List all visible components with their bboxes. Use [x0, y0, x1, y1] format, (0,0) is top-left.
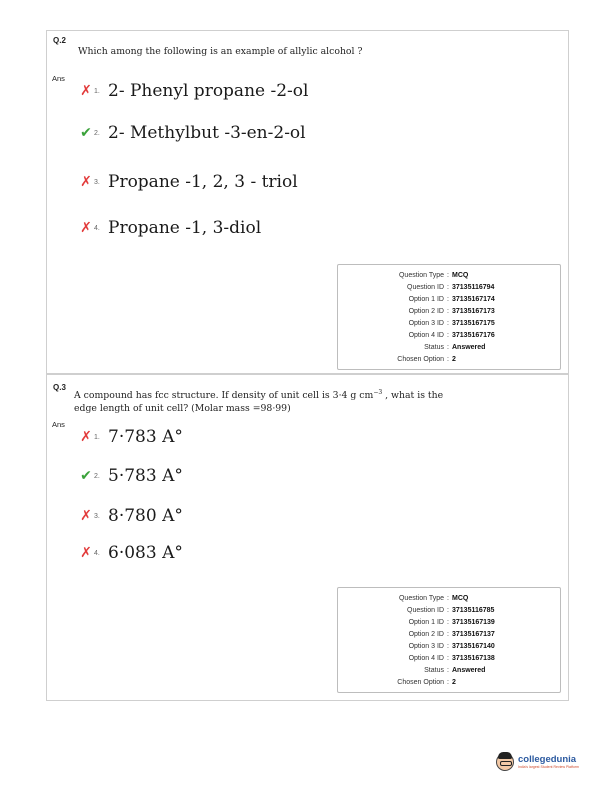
question-text-part: , what is the — [382, 390, 444, 402]
info-key: Option 3 ID — [408, 643, 444, 650]
question-id: 37135116785 — [452, 607, 495, 614]
option-number: 4. — [94, 549, 100, 557]
option-number: 3. — [94, 512, 100, 520]
cross-icon: ✗ — [80, 220, 92, 236]
option4-id: 37135167138 — [452, 655, 495, 662]
question-number: Q.3 — [53, 383, 66, 392]
question-number: Q.2 — [53, 36, 66, 45]
answer-label: Ans — [52, 74, 65, 83]
option-number: 3. — [94, 178, 100, 186]
option2-id: 37135167173 — [452, 308, 495, 315]
option-2 — [79, 466, 183, 486]
option-number: 1. — [94, 433, 100, 441]
info-key: Status — [424, 667, 444, 674]
status-value: Answered — [452, 667, 486, 674]
option1-id: 37135167174 — [452, 296, 495, 303]
option-4 — [79, 218, 261, 238]
option-number: 2. — [94, 129, 100, 137]
info-key: Option 4 ID — [408, 332, 444, 339]
answer-label: Ans — [52, 420, 65, 429]
question-block-q2 — [46, 30, 569, 374]
option-text: 8·780 A° — [108, 506, 183, 526]
option-2 — [79, 123, 306, 143]
option4-id: 37135167176 — [452, 332, 495, 339]
info-key: Option 3 ID — [408, 320, 444, 327]
option-text: 5·783 A° — [108, 466, 183, 486]
option3-id: 37135167140 — [452, 643, 495, 650]
cross-icon: ✗ — [80, 174, 92, 190]
question-text — [74, 386, 443, 415]
check-icon: ✔ — [80, 468, 92, 484]
chosen-option: 2 — [452, 356, 456, 363]
info-key: Question ID — [407, 284, 444, 291]
option-3 — [79, 172, 298, 192]
option3-id: 37135167175 — [452, 320, 495, 327]
option-1 — [79, 427, 183, 447]
question-text-part: A compound has fcc structure. If density of unit cell is 3·4 g cm — [74, 390, 374, 402]
chosen-option: 2 — [452, 679, 456, 686]
info-key: Chosen Option — [397, 679, 444, 686]
option-4 — [79, 543, 183, 563]
info-key: Option 1 ID — [408, 296, 444, 303]
option1-id: 37135167139 — [452, 619, 495, 626]
superscript: −3 — [373, 389, 383, 396]
question-type: MCQ — [452, 595, 469, 602]
logo-brand: collegedunia — [518, 753, 577, 765]
info-key: Option 1 ID — [408, 619, 444, 626]
question-info-panel: Question Type : MCQ Question ID : 37135116785 Option 1 ID : 37135167139 Option 2 ID : 37135167137 Option 3 ID : 37135167140 Option 4 ID : 37135167138 Status : Answered Chosen Option : 2 — [337, 587, 561, 693]
info-key: Chosen Option — [397, 356, 444, 363]
info-key: Status — [424, 344, 444, 351]
option2-id: 37135167137 — [452, 631, 495, 638]
info-key: Question Type — [398, 595, 444, 602]
option-text: 2- Methylbut -3-en-2-ol — [108, 123, 306, 143]
status-value: Answered — [452, 344, 486, 351]
option-text: Propane -1, 3-diol — [108, 218, 262, 238]
info-key: Option 4 ID — [408, 655, 444, 662]
cross-icon: ✗ — [80, 83, 92, 99]
question-text: Which among the following is an example of allylic alcohol ? — [78, 46, 363, 57]
option-number: 2. — [94, 472, 100, 480]
option-text: 6·083 A° — [108, 543, 183, 563]
question-id: 37135116794 — [452, 284, 495, 291]
option-number: 1. — [94, 87, 100, 95]
option-3 — [79, 506, 183, 526]
question-info-panel: Question Type : MCQ Question ID : 37135116794 Option 1 ID : 37135167174 Option 2 ID : 37135167173 Option 3 ID : 37135167175 Option 4 ID : 37135167176 Status : Answered Chosen Option : 2 — [337, 264, 561, 370]
question-text-part: edge length of unit cell? (Molar mass =98·99) — [74, 403, 291, 415]
collegedunia-logo — [496, 753, 579, 771]
logo-tagline: India's largest Student Review Platform — [518, 764, 579, 769]
mascot-icon — [496, 753, 514, 771]
cross-icon: ✗ — [80, 508, 92, 524]
cross-icon: ✗ — [80, 429, 92, 445]
check-icon: ✔ — [80, 125, 92, 141]
info-key: Option 2 ID — [408, 308, 444, 315]
question-block-q3 — [46, 374, 569, 701]
info-key: Option 2 ID — [408, 631, 444, 638]
option-text: 2- Phenyl propane -2-ol — [108, 81, 309, 101]
cross-icon: ✗ — [80, 545, 92, 561]
info-key: Question Type — [398, 272, 444, 279]
info-key: Question ID — [407, 607, 444, 614]
option-text: Propane -1, 2, 3 - triol — [108, 172, 298, 192]
option-number: 4. — [94, 224, 100, 232]
option-text: 7·783 A° — [108, 427, 183, 447]
question-type: MCQ — [452, 272, 469, 279]
option-1 — [79, 81, 308, 101]
